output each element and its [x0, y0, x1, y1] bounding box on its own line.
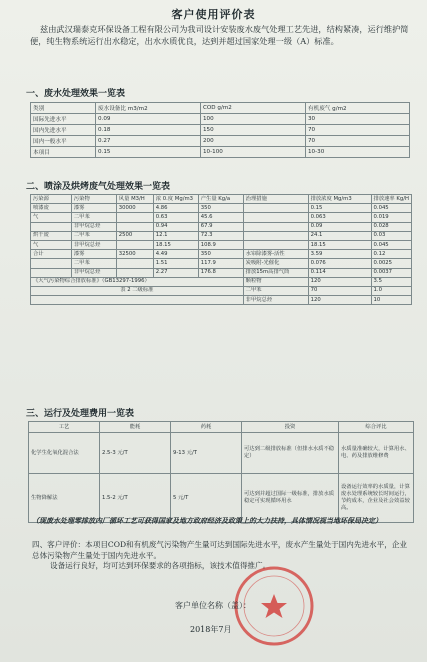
table-cell: 350 [198, 250, 243, 259]
table-cell: 国内先进水平 [31, 125, 96, 136]
table-header-cell: 浓 0.度 Mg/m3 [153, 195, 198, 204]
table-cell [31, 259, 72, 268]
table-cell: 0.0025 [371, 259, 411, 268]
table-cell [116, 222, 153, 231]
table-cell: 30 [306, 114, 410, 125]
table-cell [116, 240, 153, 249]
table-cell: 本项目 [31, 147, 96, 158]
table-cell: 0.09 [96, 114, 201, 125]
table-cell: 气 [31, 240, 72, 249]
table-cell: 4.86 [153, 204, 198, 213]
table-cell: 生物降解法 [29, 474, 100, 523]
table-row [31, 222, 412, 231]
table-cell: 5 元/T [171, 474, 242, 523]
table-cell: 可达到并超过国际一级标准，排放水质稳定可实现循环用水 [242, 474, 339, 523]
table-cell: 二甲苯 [71, 231, 116, 240]
table-cell: 二甲苯 [243, 286, 308, 295]
table-header-cell: 风量 M3/H [116, 195, 153, 204]
table-cell: 0.15 [308, 204, 371, 213]
table-cell: 非甲烷总烃 [71, 268, 116, 277]
table-header-cell: 排放速率 Kg/H [371, 195, 411, 204]
table-cell [243, 204, 308, 213]
table-cell: 0.063 [308, 213, 371, 222]
table-cell: 0.09 [308, 222, 371, 231]
table-cell [116, 259, 153, 268]
table-cell: 0.94 [153, 222, 198, 231]
document-date: 2018年7月 [190, 625, 232, 634]
table-cell: 0.076 [308, 259, 371, 268]
table-header-cell: 污染物 [71, 195, 116, 204]
table-cell: 12.1 [153, 231, 198, 240]
table-cell: 10-30 [306, 147, 410, 158]
table-row [31, 296, 412, 305]
table-cell: 0.63 [153, 213, 198, 222]
table-cell: 1.5-2 元/T [100, 474, 171, 523]
table-row [31, 259, 412, 268]
table-cell: 0.03 [371, 231, 411, 240]
table-cell [243, 222, 308, 231]
table-cell: 0.019 [371, 213, 411, 222]
table-cell: 10 [371, 296, 411, 305]
table-cell [116, 268, 153, 277]
table-header-cell: 能耗 [100, 422, 171, 433]
table-cell: 3.59 [308, 250, 371, 259]
table-cell [243, 231, 308, 240]
table-cell: 0.15 [96, 147, 201, 158]
table-cell: 合计 [31, 250, 72, 259]
table-cell: 100 [201, 114, 306, 125]
table-row [31, 136, 410, 147]
table-row [31, 204, 412, 213]
policy-note: （现废水处理零排放内厂循环工艺可获得国家及地方政府经济及政策上的大力扶持，具体情况视当地环保局决定） [32, 516, 382, 525]
table-cell [243, 240, 308, 249]
table-header-cell: 投资 [242, 422, 339, 433]
table-cell: 30000 [116, 204, 153, 213]
table-cell: 化学生化氧化混合法 [29, 433, 100, 474]
cost-table [28, 421, 414, 523]
table-cell: 国内一般水平 [31, 136, 96, 147]
table-cell [116, 213, 153, 222]
table-row [31, 231, 412, 240]
table-cell: 2.27 [153, 268, 198, 277]
table-header-cell: 排放浓度 Mg/m3 [308, 195, 371, 204]
table-cell: 非甲烷总烃 [71, 222, 116, 231]
table-cell [31, 296, 244, 305]
table-cell: 0.18 [96, 125, 201, 136]
table-header-cell: 工艺 [29, 422, 100, 433]
table-cell: 1.51 [153, 259, 198, 268]
table-header-cell: 有机废气 g/m2 [306, 103, 410, 114]
section-title-costs: 三、运行及处理费用一览表 [26, 409, 135, 419]
table-header-cell: 废水设备比 m3/m2 [96, 103, 201, 114]
table-header-row [31, 103, 410, 114]
table-header-row [31, 195, 412, 204]
table-cell: 120 [308, 296, 371, 305]
intro-paragraph: 兹由武汉瑞泰克环保设备工程有限公司为我司设计安装废水废气处理工艺先进，结构紧凑，运行维护简便，纯生物系统运行出水稳定，出水水质优良，达到并超过国家处理一级（A）标准。 [30, 24, 409, 46]
exhaust-gas-table [30, 194, 412, 305]
table-cell: 70 [308, 286, 371, 295]
customer-opinion-conclusion: 设备运行良好，均可达到环保要求的各项指标，该技术值得推广。 [50, 561, 271, 570]
table-cell: 0.045 [371, 204, 411, 213]
table-cell: 18.15 [153, 240, 198, 249]
table-row [31, 125, 410, 136]
table-header-cell: 污染源 [31, 195, 72, 204]
table-cell: 二甲苯 [71, 213, 116, 222]
table-cell: 10-100 [201, 147, 306, 158]
table-cell: 4.49 [153, 250, 198, 259]
table-cell: 108.9 [198, 240, 243, 249]
table-cell: 70 [306, 136, 410, 147]
table-cell: 设备运行效率的水质量，计算废水处理系统较长时间运行，节约成本，企业及社会效益较高。 [339, 474, 414, 523]
table-cell: 二甲苯 [71, 259, 116, 268]
table-cell: 18.15 [308, 240, 371, 249]
customer-opinion-text: 四、客户评价：本项目COD和有机废气污染物产生量可达到国际先进水平，废水产生量处于国内先进水平，企业总体污染物产生量处于国内先进水平。 [32, 540, 408, 560]
table-cell: 水质量准确较大，计算用水、电、药及排放维修费 [339, 433, 414, 474]
table-cell: 0.028 [371, 222, 411, 231]
table-cell: 气 [31, 213, 72, 222]
table-row [31, 213, 412, 222]
table-row [31, 277, 412, 286]
section-title-wastewater: 一、废水处理效果一览表 [26, 89, 126, 99]
table-cell: 0.114 [308, 268, 371, 277]
customer-opinion [32, 540, 414, 572]
table-cell: 67.9 [198, 222, 243, 231]
table-cell: 炭吸附-光催化 [243, 259, 308, 268]
table-cell [31, 268, 72, 277]
table-cell: 2500 [116, 231, 153, 240]
table-cell: 150 [201, 125, 306, 136]
table-cell: 漆雾 [71, 204, 116, 213]
table-cell: 表 2 二级标准 [31, 286, 244, 295]
table-row [31, 240, 412, 249]
table-cell: 1.0 [371, 286, 411, 295]
table-row [29, 433, 414, 474]
table-cell: 72.3 [198, 231, 243, 240]
wastewater-table [30, 102, 410, 158]
table-header-cell: 药耗 [171, 422, 242, 433]
table-cell: 漆雾 [71, 250, 116, 259]
table-cell: 可达到二级排放标准（但排水水质不稳定） [242, 433, 339, 474]
table-cell: 喷漆废 [31, 204, 72, 213]
table-cell: 0.27 [96, 136, 201, 147]
table-row [31, 268, 412, 277]
table-cell: 70 [306, 125, 410, 136]
table-header-cell: 综合评比 [339, 422, 414, 433]
table-cell: 45.6 [198, 213, 243, 222]
table-row [31, 147, 410, 158]
table-cell: 颗粒物 [243, 277, 308, 286]
table-cell: 排放15m高排气筒 [243, 268, 308, 277]
table-cell: 176.8 [198, 268, 243, 277]
table-cell: 117.9 [198, 259, 243, 268]
table-row [31, 114, 410, 125]
table-cell: 24.1 [308, 231, 371, 240]
table-cell: 3.5 [371, 277, 411, 286]
page-title: 客户使用评价表 [171, 8, 256, 21]
table-cell: 2.5-3 元/T [100, 433, 171, 474]
table-header-cell: COD g/m2 [201, 103, 306, 114]
table-cell [243, 213, 308, 222]
table-cell: 烘干废 [31, 231, 72, 240]
table-cell [31, 222, 72, 231]
table-cell: 《大气污染物综合排放标准》（GB13297-1996） [31, 277, 244, 286]
table-row [31, 286, 412, 295]
table-cell: 0.0037 [371, 268, 411, 277]
table-cell: 非甲烷总烃 [71, 240, 116, 249]
table-row [31, 250, 412, 259]
table-cell: 32500 [116, 250, 153, 259]
table-cell: 200 [201, 136, 306, 147]
table-cell: 0.12 [371, 250, 411, 259]
table-cell: 水帘除漆雾-活性 [243, 250, 308, 259]
table-cell: 9-13 元/T [171, 433, 242, 474]
table-header-cell: 类别 [31, 103, 96, 114]
table-header-cell: 产生量 Kg/a [198, 195, 243, 204]
signature-line: 客户单位名称（盖）： [175, 601, 251, 610]
table-header-cell: 治理措施 [243, 195, 308, 204]
table-cell: 350 [198, 204, 243, 213]
table-cell: 非甲烷总烃 [243, 296, 308, 305]
table-cell: 国际先进水平 [31, 114, 96, 125]
table-cell: 120 [308, 277, 371, 286]
table-header-row [29, 422, 414, 433]
table-cell: 0.045 [371, 240, 411, 249]
section-title-exhaust: 二、喷涂及烘烤废气处理效果一览表 [26, 182, 171, 192]
